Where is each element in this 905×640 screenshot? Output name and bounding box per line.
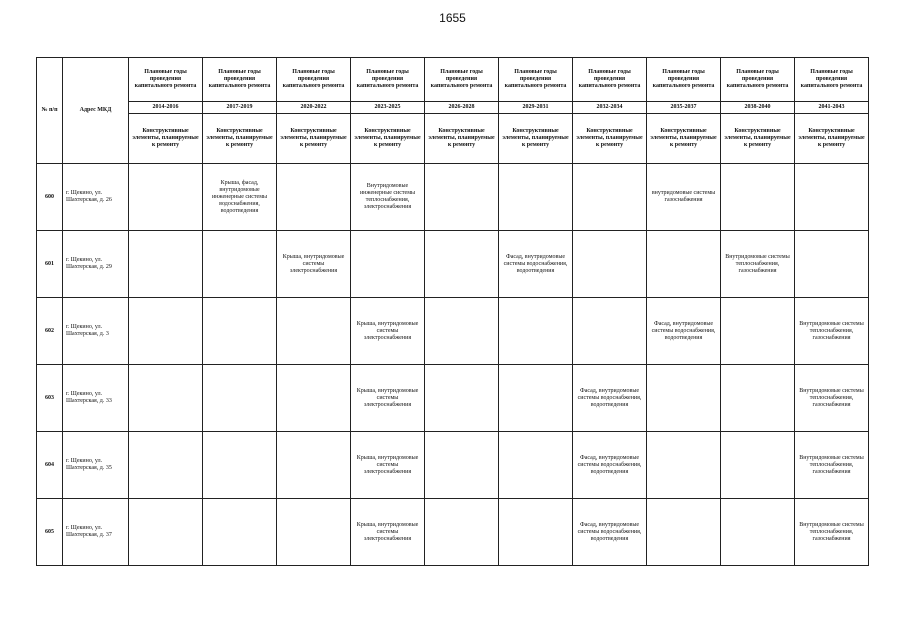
repair-cell [499,432,573,499]
repair-cell [795,164,869,231]
repair-cell [721,164,795,231]
table-row [37,298,869,365]
row-address: г. Щекино, ул. Шахтерская, д. 37 [63,499,129,566]
row-number: 602 [37,298,63,365]
repair-cell [129,432,203,499]
elements-header: Конструктивные элементы, планируемые к ремонту [203,114,277,164]
row-address: г. Щекино, ул. Шахтерская, д. 26 [63,164,129,231]
period-header: 2035-2037 [647,102,721,114]
repair-cell [203,432,277,499]
table-row [37,499,869,566]
page-number: 1655 [439,11,466,25]
repair-cell [425,231,499,298]
repair-cell [795,231,869,298]
repair-cell [425,164,499,231]
period-header: 2029-2031 [499,102,573,114]
repair-cell [721,298,795,365]
repair-cell: Крыша, фасад, внутридомовые инженерные системы водоснабжения, водоотведения [203,164,277,231]
repair-cell [129,164,203,231]
repair-cell [721,432,795,499]
table-row [37,164,869,231]
row-number: 604 [37,432,63,499]
repair-cell [425,499,499,566]
row-number: 601 [37,231,63,298]
repair-cell [499,164,573,231]
elements-header: Конструктивные элементы, планируемые к ремонту [721,114,795,164]
elements-header: Конструктивные элементы, планируемые к ремонту [499,114,573,164]
header-planned-years: Плановые годы проведения капитального ремонта [499,58,573,102]
repair-cell [277,164,351,231]
row-address: г. Щекино, ул. Шахтерская, д. 29 [63,231,129,298]
header-address: Адрес МКД [63,58,129,164]
repair-cell: Крыша, внутридомовые системы электроснабжения [351,432,425,499]
repair-cell: Внутридомовые системы теплоснабжения, газоснабжения [795,365,869,432]
row-number: 603 [37,365,63,432]
repair-cell [573,298,647,365]
repair-cell: Внутридомовые инженерные системы теплоснабжения, электроснабжения [351,164,425,231]
repair-cell [277,298,351,365]
repair-cell: Фасад, внутридомовые системы водоснабжения, водоотведения [647,298,721,365]
header-planned-years: Плановые годы проведения капитального ремонта [647,58,721,102]
repair-cell [203,298,277,365]
repair-cell: Внутридомовые системы теплоснабжения, газоснабжения [795,298,869,365]
elements-header: Конструктивные элементы, планируемые к ремонту [277,114,351,164]
capital-repair-table [36,57,869,566]
elements-header: Конструктивные элементы, планируемые к ремонту [351,114,425,164]
period-header: 2017-2019 [203,102,277,114]
repair-cell: внутридомовые системы газоснабжения [647,164,721,231]
repair-cell [573,231,647,298]
header-planned-years: Плановые годы проведения капитального ремонта [721,58,795,102]
repair-cell [499,499,573,566]
period-header: 2023-2025 [351,102,425,114]
header-row-planned [37,58,869,102]
repair-cell [721,499,795,566]
period-header: 2026-2028 [425,102,499,114]
header-planned-years: Плановые годы проведения капитального ремонта [425,58,499,102]
header-planned-years: Плановые годы проведения капитального ремонта [573,58,647,102]
header-planned-years: Плановые годы проведения капитального ремонта [129,58,203,102]
elements-header: Конструктивные элементы, планируемые к ремонту [573,114,647,164]
header-row-periods [37,102,869,114]
repair-cell [647,499,721,566]
header-planned-years: Плановые годы проведения капитального ремонта [203,58,277,102]
elements-header: Конструктивные элементы, планируемые к ремонту [425,114,499,164]
row-number: 605 [37,499,63,566]
period-header: 2014-2016 [129,102,203,114]
repair-cell: Фасад, внутридомовые системы водоснабжения, водоотведения [573,365,647,432]
elements-header: Конструктивные элементы, планируемые к ремонту [795,114,869,164]
repair-cell: Внутридомовые системы теплоснабжения, газоснабжения [795,432,869,499]
repair-cell [647,231,721,298]
header-planned-years: Плановые годы проведения капитального ремонта [795,58,869,102]
repair-cell [203,231,277,298]
repair-cell [425,365,499,432]
repair-cell: Фасад, внутридомовые системы водоснабжения, водоотведения [573,499,647,566]
repair-cell [647,432,721,499]
repair-cell: Крыша, внутридомовые системы электроснабжения [351,499,425,566]
repair-cell [129,231,203,298]
repair-cell [499,365,573,432]
repair-cell [129,365,203,432]
elements-header: Конструктивные элементы, планируемые к ремонту [129,114,203,164]
header-planned-years: Плановые годы проведения капитального ремонта [277,58,351,102]
row-address: г. Щекино, ул. Шахтерская, д. 33 [63,365,129,432]
period-header: 2041-2043 [795,102,869,114]
period-header: 2032-2034 [573,102,647,114]
row-address: г. Щекино, ул. Шахтерская, д. 35 [63,432,129,499]
repair-cell [129,298,203,365]
period-header: 2020-2022 [277,102,351,114]
repair-cell [351,231,425,298]
header-num: № п/п [37,58,63,164]
repair-cell: Фасад, внутридомовые системы водоснабжения, водоотведения [499,231,573,298]
repair-cell: Крыша, внутридомовые системы электроснабжения [277,231,351,298]
repair-cell [277,432,351,499]
repair-cell [425,298,499,365]
repair-cell: Фасад, внутридомовые системы водоснабжения, водоотведения [573,432,647,499]
repair-cell [647,365,721,432]
table-row [37,365,869,432]
repair-cell [277,499,351,566]
table-row [37,231,869,298]
repair-cell [425,432,499,499]
repair-cell [499,298,573,365]
repair-cell: Крыша, внутридомовые системы электроснабжения [351,365,425,432]
repair-cell [277,365,351,432]
repair-cell: Внутридомовые системы теплоснабжения, газоснабжения [721,231,795,298]
header-planned-years: Плановые годы проведения капитального ремонта [351,58,425,102]
repair-cell: Внутридомовые системы теплоснабжения, газоснабжения [795,499,869,566]
repair-cell: Крыша, внутридомовые системы электроснабжения [351,298,425,365]
repair-cell [129,499,203,566]
table-row [37,432,869,499]
header-row-elements [37,114,869,164]
period-header: 2038-2040 [721,102,795,114]
repair-cell [721,365,795,432]
row-address: г. Щекино, ул. Шахтерская, д. 3 [63,298,129,365]
elements-header: Конструктивные элементы, планируемые к ремонту [647,114,721,164]
row-number: 600 [37,164,63,231]
repair-cell [573,164,647,231]
repair-cell [203,365,277,432]
repair-cell [203,499,277,566]
